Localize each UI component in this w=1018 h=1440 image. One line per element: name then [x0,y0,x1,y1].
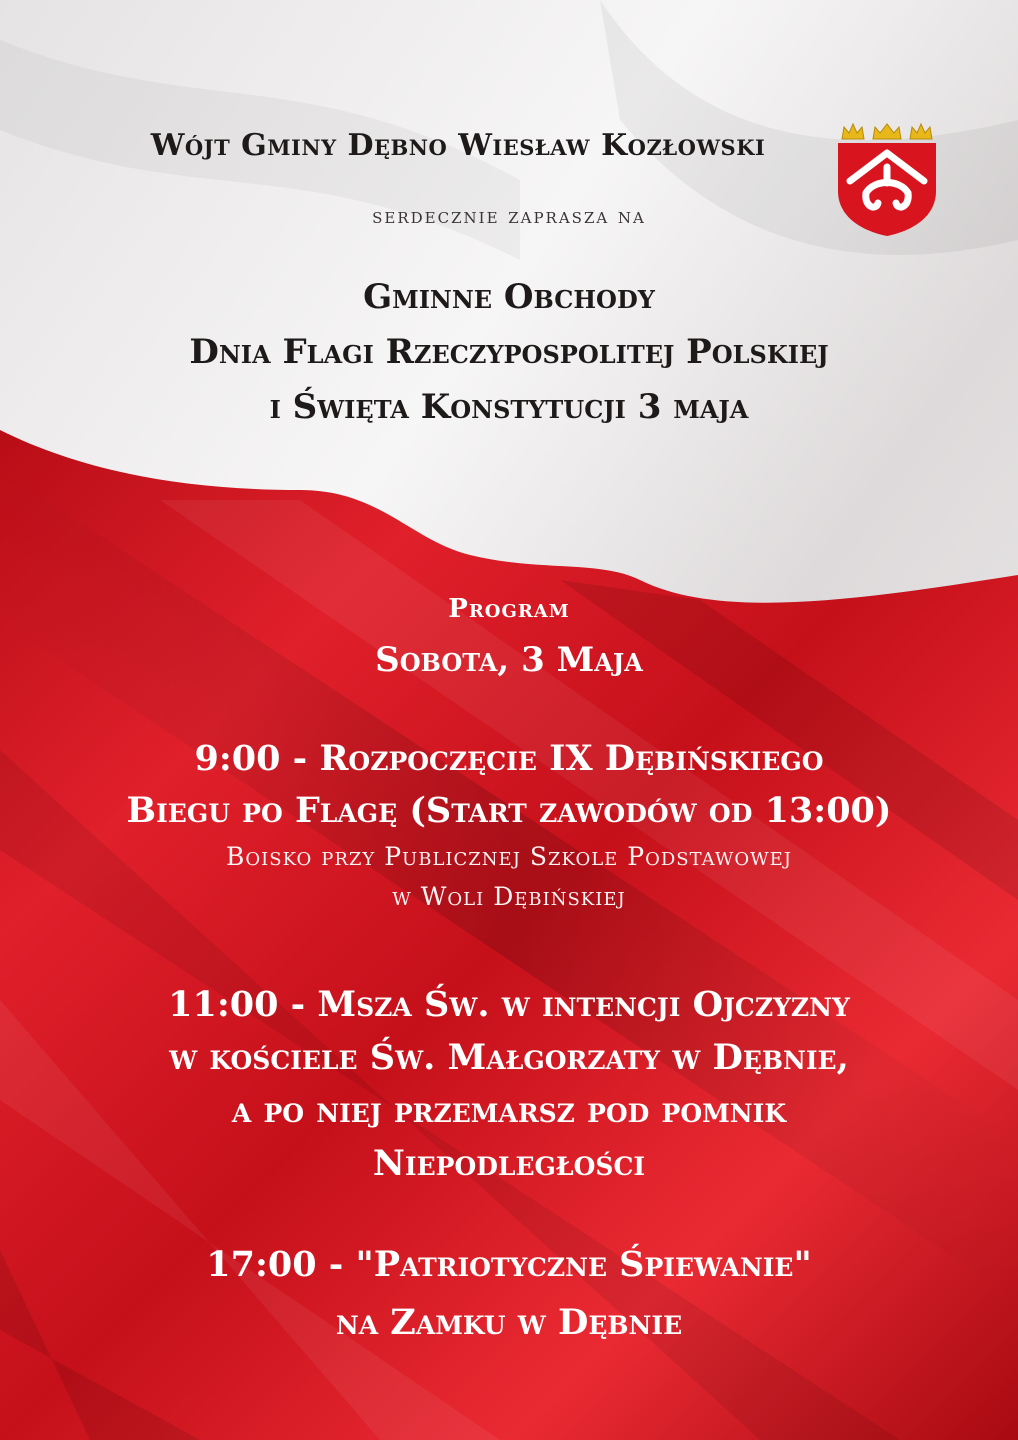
event-title-line: 9:00 - Rozpoczęcie IX Dębińskiego [194,738,824,779]
program-date: Sobota, 3 Maja [375,640,643,680]
program-event [0,733,1018,917]
event-title-line: 11:00 - Msza Św. w intencji Ojczyzny [168,984,850,1025]
program-label: Program [448,594,570,624]
program-event [0,1236,1018,1352]
title-line-2: Dnia Flagi Rzeczypospolitej Polskiej [189,332,829,372]
program-event [0,978,1018,1190]
event-title-line: 17:00 - "Patriotyczne Śpiewanie" [206,1244,812,1285]
event-place-line: Boisko przy Publicznej Szkole Podstawowej [226,842,792,871]
event-place-line: w Woli Dębińskiej [392,882,626,911]
event-title-line: Biegu po Flagę (Start zawodów od 13:00) [126,790,892,831]
title-line-3: i Święta Konstytucji 3 maja [269,387,749,427]
event-title [0,270,1018,435]
event-title-line: w kościele Św. Małgorzaty w Dębnie, [169,1037,849,1078]
event-title-line: Niepodległości [372,1143,646,1184]
organizer-line: Wójt Gminy Dębno Wiesław Kozłowski [150,128,766,163]
title-line-1: Gminne Obchody [363,277,655,317]
invite-text: serdecznie zaprasza na [372,204,646,228]
event-title-line: na Zamku w Dębnie [335,1302,683,1343]
event-title-line: a po niej przemarsz pod pomnik [231,1090,787,1131]
